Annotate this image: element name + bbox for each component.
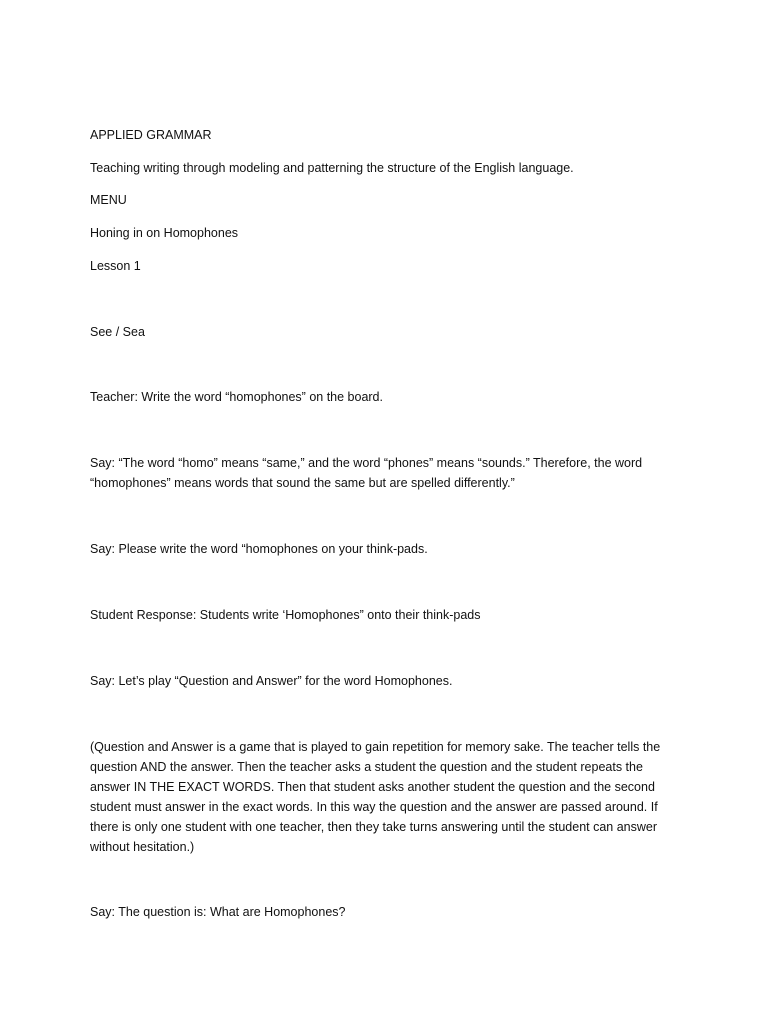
say-definition-line: Say: “The word “homo” means “same,” and the word “phones” means “sounds.” Therefore, the word [90, 456, 643, 470]
menu-heading: MENU [90, 193, 127, 207]
game-description-line: answer IN THE EXACT WORDS. Then that student asks another student the question and the second [90, 780, 655, 794]
say-definition-line: “homophones” means words that sound the same but are spelled differently.” [90, 476, 515, 490]
game-description-line: student must answer in the exact words. In this way the question and the answer are passed around. If [90, 800, 658, 814]
document-title: APPLIED GRAMMAR [90, 128, 212, 142]
game-description-line: (Question and Answer is a game that is played to gain repetition for memory sake. The teacher tells the [90, 740, 661, 754]
word-pair: See / Sea [90, 325, 145, 339]
document-subtitle: Teaching writing through modeling and patterning the structure of the English language. [90, 161, 574, 175]
lesson-label: Lesson 1 [90, 259, 141, 273]
student-response: Student Response: Students write ‘Homophones” onto their think-pads [90, 608, 481, 622]
teacher-instruction: Teacher: Write the word “homophones” on the board. [90, 390, 383, 404]
say-write-instruction: Say: Please write the word “homophones on your think-pads. [90, 542, 428, 556]
section-title: Honing in on Homophones [90, 226, 239, 240]
say-play-instruction: Say: Let’s play “Question and Answer” for the word Homophones. [90, 674, 453, 688]
game-description-paragraph [90, 737, 690, 857]
game-description-line: there is only one student with one teacher, then they take turns answering until the student can answer [90, 820, 658, 834]
game-description-line: without hesitation.) [90, 840, 195, 854]
say-definition-paragraph [90, 453, 690, 493]
say-question: Say: The question is: What are Homophones? [90, 905, 346, 919]
game-description-line: question AND the answer. Then the teacher asks a student the question and the student repeats the [90, 760, 643, 774]
